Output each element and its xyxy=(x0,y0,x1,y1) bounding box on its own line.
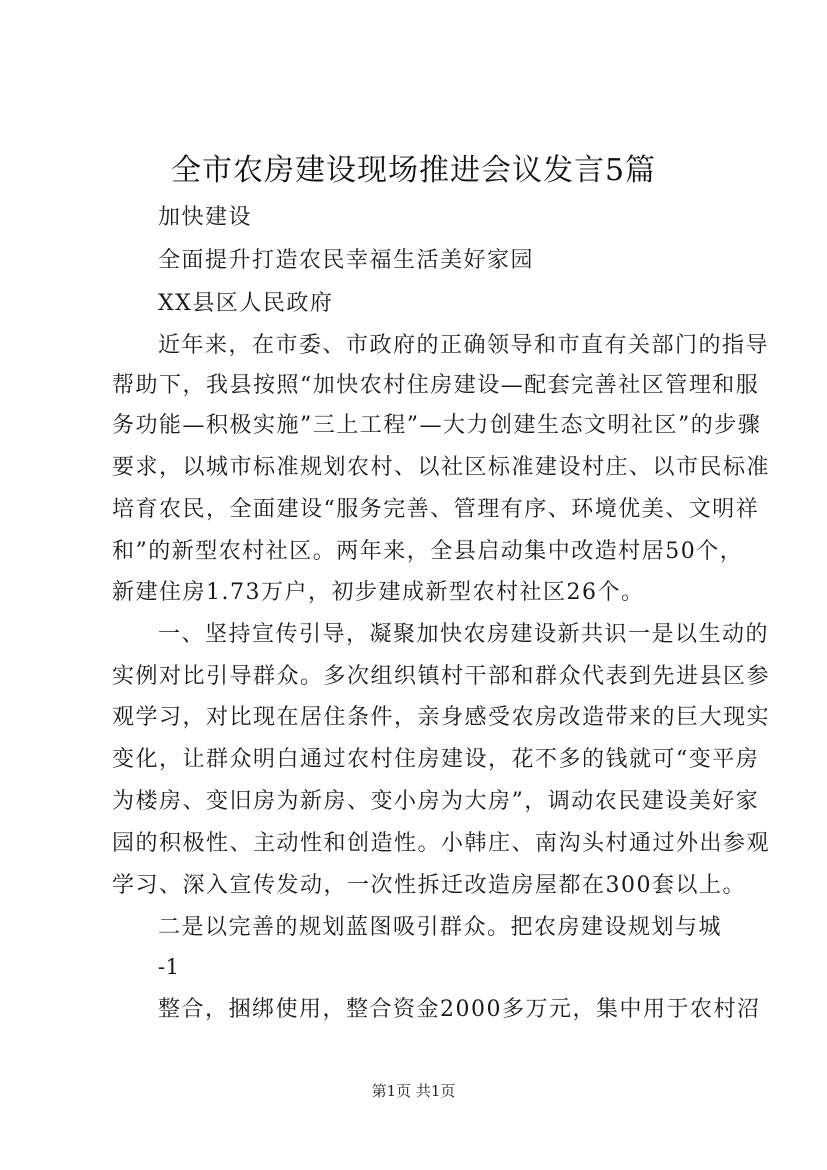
paragraph-line: 整合，捆绑使用，整合资金2000多万元，集中用于农村沼 xyxy=(158,997,761,1022)
page-footer: 第1页 共1页 xyxy=(371,1082,456,1100)
paragraph-line: 二是以完善的规划蓝图吸引群众。把农房建设规划与城 xyxy=(158,915,723,940)
paragraph-line: 新建住房1.73万户，初步建成新型农村社区26个。 xyxy=(112,580,645,605)
paragraph-line: 近年来，在市委、市政府的正确领导和市直有关部门的指导 xyxy=(158,333,770,358)
paragraph-line: 务功能—积极实施”三上工程”—大力创建生态文明社区”的步骤 xyxy=(112,413,762,438)
paragraph-line: 变化，让群众明白通过农村住房建设，花不多的钱就可“变平房 xyxy=(112,747,760,772)
paragraph-line: 园的积极性、主动性和创造性。小韩庄、南沟头村通过外出参观 xyxy=(112,831,771,856)
paragraph-line: 实例对比引导群众。多次组织镇村干部和群众代表到先进县区参 xyxy=(112,664,771,689)
subtitle-line-1: 加快建设 xyxy=(158,205,253,230)
paragraph-line: 培育农民，全面建设“服务完善、管理有序、环境优美、文明祥 xyxy=(112,497,760,522)
paragraph-line: 帮助下，我县按照“加快农村住房建设—配套完善社区管理和服 xyxy=(112,373,760,398)
paragraph-line: 观学习，对比现在居住条件，亲身感受农房改造带来的巨大现实 xyxy=(112,705,771,730)
paragraph-line: 为楼房、变旧房为新房、变小房为大房”，调动农民建设美好家 xyxy=(112,789,760,814)
paragraph-line: 一、坚持宣传引导，凝聚加快农房建设新共识一是以生动的 xyxy=(158,622,770,647)
paragraph-line: 和”的新型农村社区。两年来，全县启动集中改造村居50个， xyxy=(112,539,744,564)
document-title: 全市农房建设现场推进会议发言5篇 xyxy=(170,153,657,188)
paragraph-line: 学习、深入宣传发动，一次性拆迁改造房屋都在300套以上。 xyxy=(112,873,746,898)
paragraph-line: 要求，以城市标准规划农村、以社区标准建设村庄、以市民标准 xyxy=(112,455,771,480)
author-line: XX县区人民政府 xyxy=(158,291,334,316)
page-marker: -1 xyxy=(158,955,180,979)
subtitle-line-2: 全面提升打造农民幸福生活美好家园 xyxy=(158,248,535,273)
